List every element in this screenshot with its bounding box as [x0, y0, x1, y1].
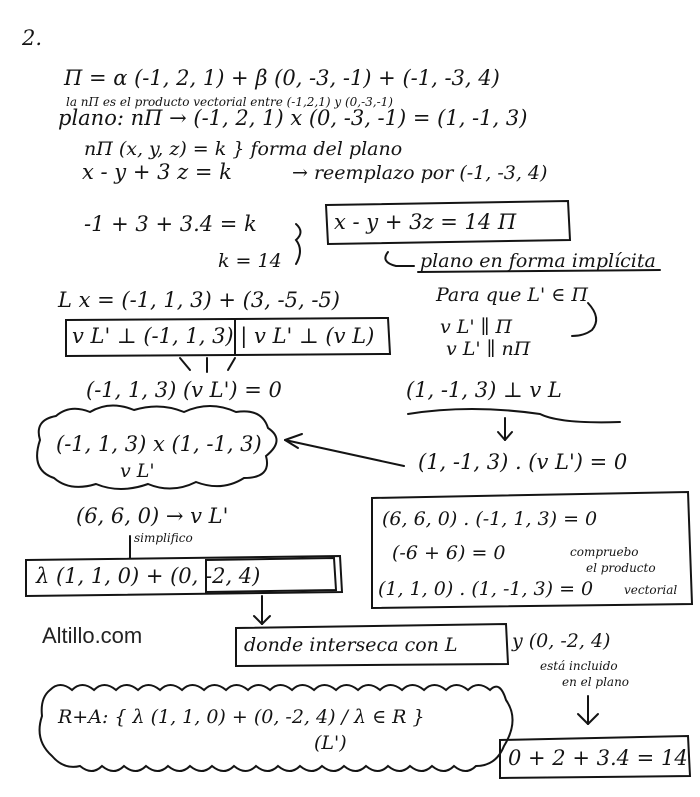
- line-parametric-result: λ (1, 1, 0) + (0, -2, 4): [36, 564, 261, 588]
- check-note-vectorial: vectorial: [624, 583, 678, 597]
- dot-product-equation-2: (1, -1, 3) . (v L') = 0: [418, 450, 628, 474]
- check-note-compruebo: compruebo: [570, 545, 639, 559]
- para-que-note: Para que L' ∈ Π: [436, 284, 588, 306]
- cross-product-calculation: (-1, 1, 3) x (1, -1, 3): [56, 432, 262, 456]
- cross-product-label: v L': [120, 460, 155, 482]
- point-note: y (0, -2, 4): [512, 630, 611, 652]
- line-L-equation: L x = (-1, 1, 3) + (3, -5, -5): [58, 288, 340, 312]
- parallel-condition-1: v L' ∥ Π: [440, 316, 513, 338]
- altillo-watermark: Altillo.com: [42, 623, 143, 648]
- plane-normal-calculation: plano: nΠ → (-1, 2, 1) x (0, -3, -1) = (1, -1, 3): [58, 106, 528, 130]
- check-note-producto: el producto: [586, 561, 656, 575]
- implicit-form-label: plano en forma implícita: [420, 250, 656, 272]
- normal-vector-note: la nΠ es el producto vectorial entre (-1,2,1) y (0,-3,-1): [66, 95, 393, 109]
- k-value: k = 14: [218, 250, 282, 272]
- final-answer-label: (L'): [314, 732, 347, 754]
- parallel-condition-2: v L' ∥ nΠ: [446, 338, 531, 360]
- direction-vector-result: (6, 6, 0) → v L': [76, 504, 229, 528]
- intersect-note: donde interseca con L: [244, 634, 458, 656]
- implicit-equation: x - y + 3 z = k: [82, 160, 232, 184]
- simplifico-note: simplifico: [134, 531, 193, 545]
- check-dot-product-1: (6, 6, 0) . (-1, 1, 3) = 0: [382, 508, 598, 530]
- included-note-2: en el plano: [562, 675, 630, 689]
- implicit-form-note: nΠ (x, y, z) = k } forma del plano: [84, 138, 403, 160]
- dot-product-equation-1: (-1, 1, 3) (v L') = 0: [86, 378, 282, 402]
- perpendicular-conditions: v L' ⊥ (-1, 1, 3) | v L' ⊥ (v L): [72, 324, 375, 348]
- final-answer: R+A: { λ (1, 1, 0) + (0, -2, 4) / λ ∈ R }: [58, 706, 425, 728]
- replace-point-note: → reemplazo por (-1, -3, 4): [292, 162, 548, 184]
- k-calculation: -1 + 3 + 3.4 = k: [84, 212, 257, 236]
- verification-equation: 0 + 2 + 3.4 = 14: [508, 746, 688, 770]
- perpendicular-2: (1, -1, 3) ⊥ v L: [406, 378, 562, 402]
- check-sum: (-6 + 6) = 0: [392, 542, 506, 564]
- plane-parametric-equation: Π = α (-1, 2, 1) + β (0, -3, -1) + (-1, -3, 4): [64, 66, 500, 90]
- problem-number: 2.: [22, 26, 43, 50]
- included-note-1: está incluido: [540, 659, 618, 673]
- plane-implicit-result: x - y + 3z = 14 Π: [334, 210, 517, 234]
- check-dot-product-2: (1, 1, 0) . (1, -1, 3) = 0: [378, 578, 594, 600]
